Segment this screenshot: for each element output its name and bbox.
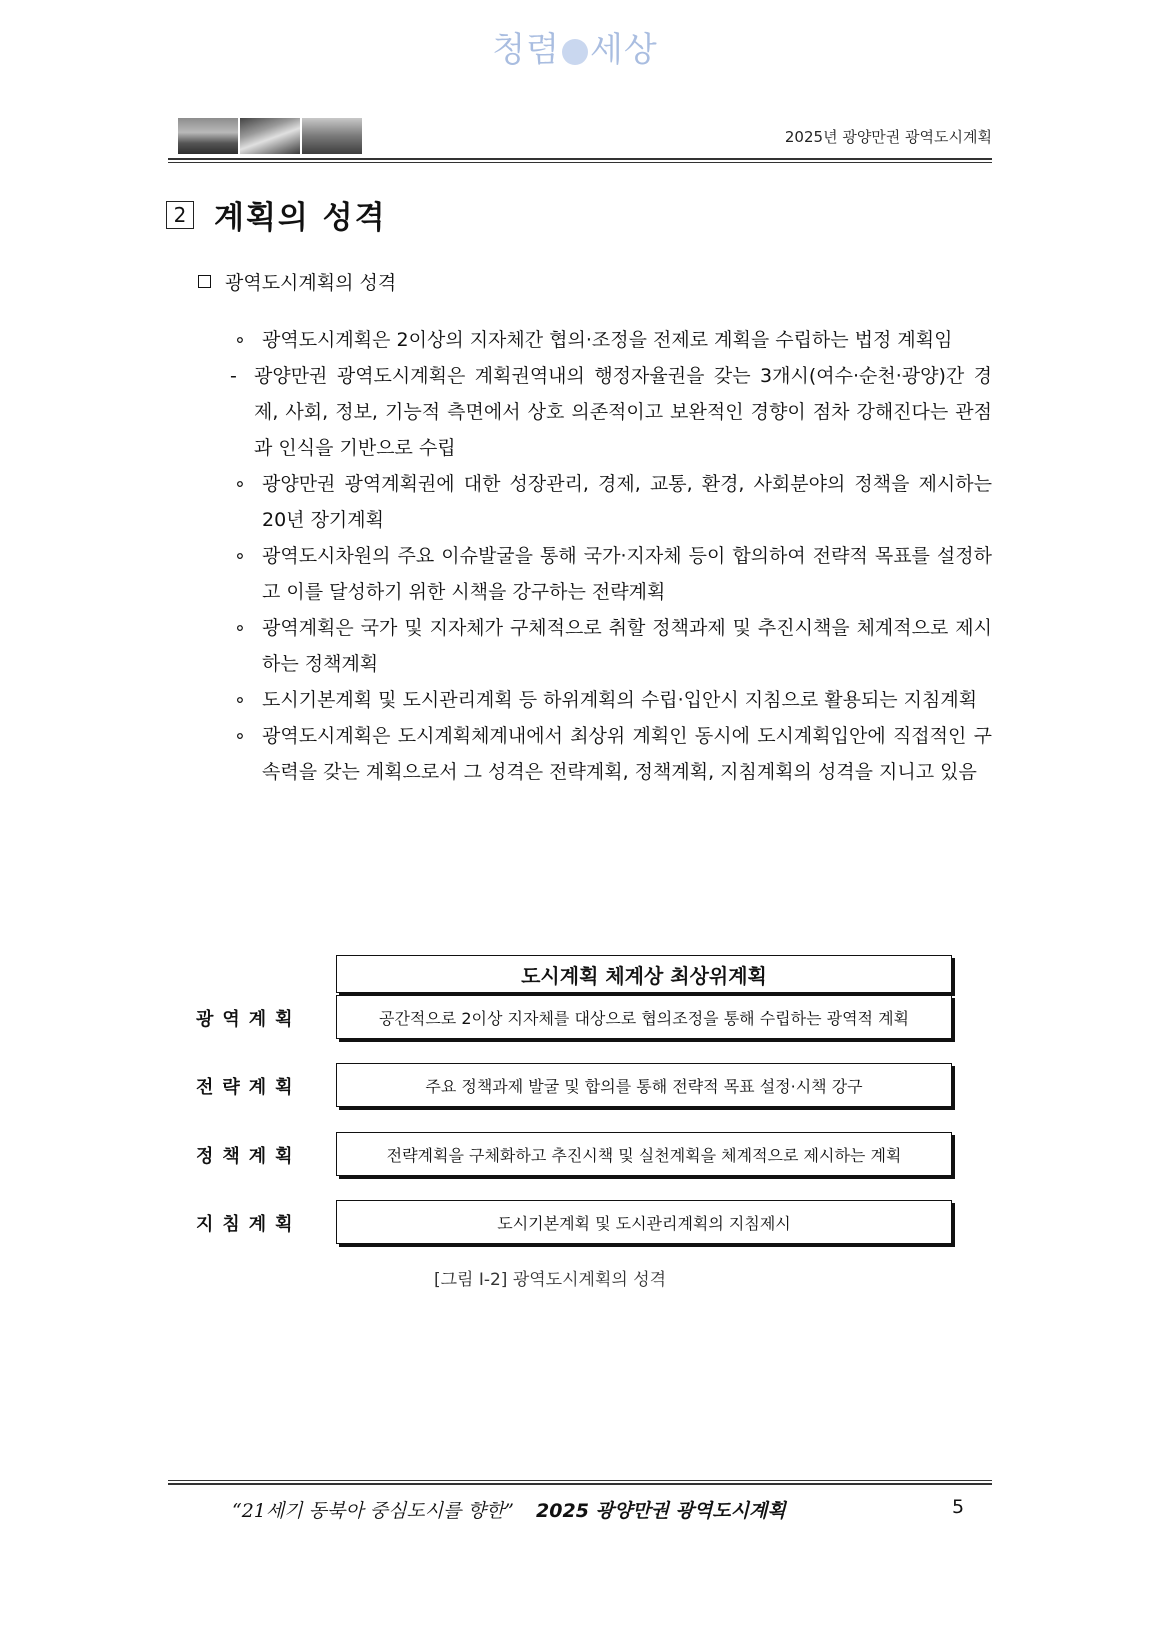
footer-quote: “21세기 동북아 중심도시를 향한” bbox=[232, 1500, 514, 1522]
list-item bbox=[230, 682, 992, 718]
logo-emblem-icon bbox=[562, 39, 588, 65]
section-number: 2 bbox=[166, 201, 194, 229]
list-item-text: 광역도시계획은 2이상의 지자체간 협의·조정을 전제로 계획을 수립하는 법정 계획임 bbox=[262, 329, 953, 351]
header-photo bbox=[302, 118, 362, 154]
diagram-row-label: 광역계획 bbox=[196, 1009, 302, 1030]
logo-text-left: 청렴 bbox=[492, 30, 560, 70]
diagram-row bbox=[190, 1132, 990, 1176]
diagram-row-box: 전략계획을 구체화하고 추진시책 및 실천계획을 체계적으로 제시하는 계획 bbox=[336, 1132, 952, 1176]
list-item bbox=[230, 718, 992, 790]
bullet: ∘ bbox=[234, 689, 246, 711]
diagram-row-label: 전략계획 bbox=[196, 1077, 302, 1098]
list-item bbox=[230, 466, 992, 538]
header-photo-strip bbox=[178, 118, 364, 154]
diagram-row bbox=[190, 995, 990, 1039]
header-photo bbox=[240, 118, 300, 154]
list-item-text: 도시기본계획 및 도시관리계획 등 하위계획의 수립·입안시 지침으로 활용되는 지침계획 bbox=[262, 689, 978, 711]
diagram-row-box: 주요 정책과제 발굴 및 합의를 통해 전략적 목표 설정·시책 강구 bbox=[336, 1063, 952, 1107]
logo-text-right: 세상 bbox=[590, 30, 658, 70]
diagram-row-box: 공간적으로 2이상 지자체를 대상으로 협의조정을 통해 수립하는 광역적 계획 bbox=[336, 995, 952, 1039]
header-photo bbox=[178, 118, 238, 154]
section-heading bbox=[166, 192, 387, 237]
subsection-title: 광역도시계획의 성격 bbox=[225, 272, 397, 294]
body-text bbox=[230, 322, 992, 790]
list-item bbox=[230, 610, 992, 682]
list-item-sub bbox=[230, 358, 992, 466]
page-footer bbox=[232, 1496, 786, 1523]
header-title: 2025년 광양만권 광역도시계획 bbox=[784, 128, 992, 146]
checkbox-bullet-icon bbox=[198, 275, 211, 288]
list-item-text: 광양만권 광역계획권에 대한 성장관리, 경제, 교통, 환경, 사회분야의 정책을 제시하는 20년 장기계획 bbox=[262, 473, 992, 531]
plan-character-diagram bbox=[190, 955, 990, 1295]
bullet: ∘ bbox=[234, 473, 246, 495]
page-header bbox=[168, 118, 992, 158]
logo bbox=[0, 22, 1150, 71]
diagram-row bbox=[190, 1063, 990, 1107]
bullet: ∘ bbox=[234, 617, 246, 639]
list-item bbox=[230, 538, 992, 610]
footer-title: 2025 광양만권 광역도시계획 bbox=[536, 1500, 786, 1522]
list-item bbox=[230, 322, 992, 358]
list-item-text: 광역도시차원의 주요 이슈발굴을 통해 국가·지자체 등이 합의하여 전략적 목표를 설정하고 이를 달성하기 위한 시책을 강구하는 전략계획 bbox=[262, 545, 992, 603]
section-title: 계획의 성격 bbox=[214, 200, 387, 236]
subsection-heading bbox=[198, 268, 396, 295]
figure-caption: [그림 Ⅰ-2] 광역도시계획의 성격 bbox=[433, 1270, 667, 1290]
list-item-text: 광양만권 광역도시계획은 계획권역내의 행정자율권을 갖는 3개시(여수·순천·광양)간 경제, 사회, 정보, 기능적 측면에서 상호 의존적이고 보완적인 경향이 점차 강해진다는 관점과 인식을 기반으로 수립 bbox=[254, 365, 992, 459]
diagram-row bbox=[190, 1200, 990, 1244]
bullet: ∘ bbox=[234, 545, 246, 567]
dash-bullet: - bbox=[230, 365, 237, 387]
diagram-row-box: 도시기본계획 및 도시관리계획의 지침제시 bbox=[336, 1200, 952, 1244]
footer-divider bbox=[168, 1480, 992, 1485]
diagram-row-label: 정책계획 bbox=[196, 1146, 302, 1167]
page-number: 5 bbox=[952, 1496, 965, 1518]
bullet: ∘ bbox=[234, 329, 246, 351]
diagram-row-label: 지침계획 bbox=[196, 1214, 302, 1235]
bullet: ∘ bbox=[234, 725, 246, 747]
diagram-top-box: 도시계획 체계상 최상위계획 bbox=[336, 955, 952, 993]
header-divider bbox=[168, 158, 992, 163]
list-item-text: 광역도시계획은 도시계획체계내에서 최상위 계획인 동시에 도시계획입안에 직접적인 구속력을 갖는 계획으로서 그 성격은 전략계획, 정책계획, 지침계획의 성격을 지니고 있음 bbox=[262, 725, 992, 783]
list-item-text: 광역계획은 국가 및 지자체가 구체적으로 취할 정책과제 및 추진시책을 체계적으로 제시하는 정책계획 bbox=[262, 617, 992, 675]
